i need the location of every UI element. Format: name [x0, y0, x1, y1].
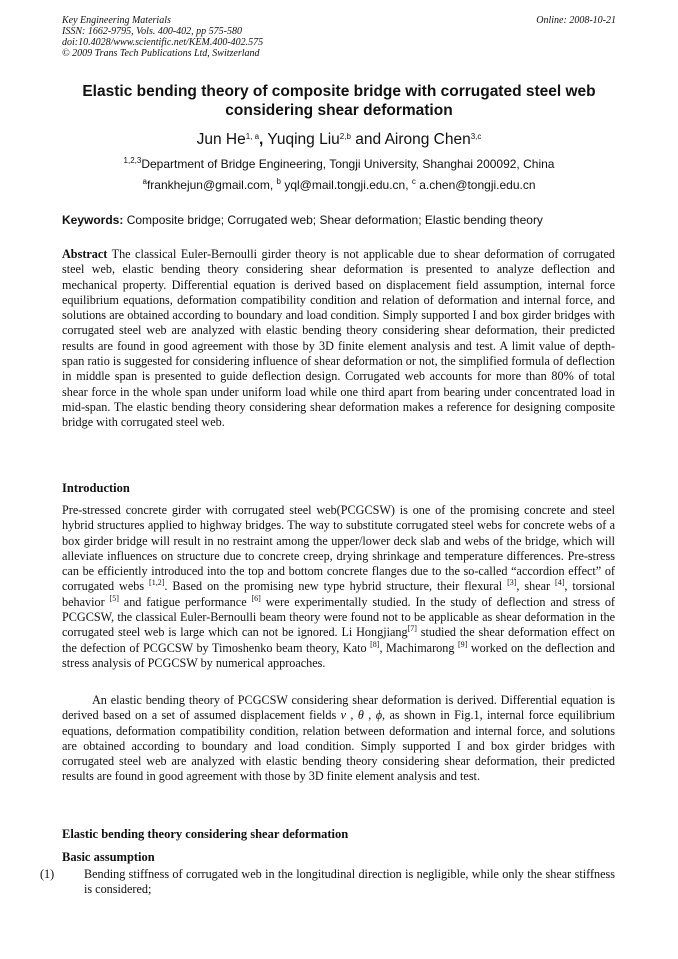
citation[interactable]: [9]: [457, 639, 468, 649]
journal-doi: doi:10.4028/www.scientific.net/KEM.400-402.575: [62, 37, 264, 48]
email-link[interactable]: a.chen@tongji.edu.cn: [419, 178, 536, 192]
keywords-label: Keywords:: [62, 213, 124, 227]
author-name: Yuqing Liu: [267, 131, 340, 148]
citation[interactable]: [3]: [507, 578, 517, 588]
abstract: [62, 247, 615, 431]
body-text: An elastic bending theory of PCGCSW considering shear deformation is derived. Differential equation is derived based on a set of assumed displacement fields: [62, 693, 615, 723]
section-heading: Elastic bending theory considering shear deformation: [62, 827, 349, 841]
abstract-text: The classical Euler-Bernoulli girder theory is not applicable due to shear deformation of corrugated steel web, elastic bending theory considering shear deformation is presented to analyze deflection and mechanical property. Differential equation is derived based on displacement field assumption, internal force equilibrium equations, deformation compatibility condition and relation of deformation and internal force, and solutions are obtained according to boundary and load condition. Simply supported I and box girder bridges with corrugated steel web are analyzed with elastic bending theory considering shear deformation, their predicted results are found in good agreement with those by 3D finite element analysis and test. A limit value of depth-span ratio is suggested for considering influence of shear deformation or not, the simplified formula of deflection in middle span is presented to guide deflection design. Corrugated web accounts for more than 80% of total shear force in the whole span under uniform load while one third apart from bearing under concentrated load in mid-span. The elastic bending theory considering shear deformation makes a reference for designing composite bridge with corrugated steel web.: [62, 247, 615, 430]
author-sup: 2,b: [339, 132, 351, 141]
author-sup: 3,c: [470, 132, 482, 141]
author-name: Airong Chen: [384, 131, 471, 148]
citation[interactable]: [8]: [370, 639, 380, 649]
journal-header: [62, 15, 616, 59]
journal-copyright: © 2009 Trans Tech Publications Ltd, Switzerland: [62, 48, 260, 59]
subsection-heading: Basic assumption: [62, 850, 155, 864]
body-text: worked on the deflection and stress analysis of PCGCSW by numerical approaches.: [62, 640, 615, 670]
citation[interactable]: [5]: [109, 593, 119, 603]
citation[interactable]: [1,2]: [149, 578, 165, 588]
introduction-paragraph-2: [62, 693, 615, 785]
author-sup: 1, a: [245, 132, 260, 141]
introduction-paragraph-1: [62, 503, 615, 671]
author-separator: and: [355, 131, 382, 148]
journal-issn: ISSN: 1662-9795, Vols. 400-402, pp 575-580: [62, 26, 242, 37]
assumption-item: [40, 867, 615, 898]
body-text: studied the shear deformation effect on the defection of PCGCSW by Timoshenko beam theory, Kato: [62, 625, 616, 655]
keywords-text: Composite bridge; Corrugated web; Shear deformation; Elastic bending theory: [126, 213, 543, 227]
introduction-heading: Introduction: [62, 481, 130, 495]
email-link[interactable]: yql@mail.tongji.edu.cn,: [284, 178, 409, 192]
body-text: and fatigue performance: [118, 594, 252, 609]
email-sup: a: [142, 177, 147, 186]
body-text: , as shown in Fig.1, internal force equilibrium equations, deformation compatibility condition, relation between deformation and internal force, and solutions are obtained according to boundary and load condition. Simply supported I and box girder bridges with corrugated steel web are analyzed with elastic bending theory considering shear deformation, their predicted results are found in good agreement with those by 3D finite element analysis and test.: [62, 708, 615, 784]
body-text: were experimentally studied. In the study of deflection and stress of PCGCSW, the classical Euler-Bernoulli beam theory were found not to be applicable as shear deformation in the corrugated steel web is large which can not be ignored. Li Hongjiang: [62, 594, 615, 640]
email-list: [60, 178, 618, 192]
email-sup: c: [411, 177, 416, 186]
journal-name: Key Engineering Materials: [62, 15, 171, 26]
author-separator: ,: [259, 131, 264, 148]
author-list: [60, 131, 618, 149]
citation[interactable]: [7]: [407, 624, 417, 634]
item-text: Bending stiffness of corrugated web in the longitudinal direction is negligible, while only the shear stiffness is considered;: [84, 867, 615, 897]
body-text: , shear: [516, 579, 556, 594]
body-text: Pre-stressed concrete girder with corrugated steel web(PCGCSW) is one of the promising concrete and steel hybrid structures applied to highway bridges. The way to substitute corrugated steel webs for concrete webs of a box girder bridge will result in no restraint among the upper/lower deck slab and webs of the bridge, which will alleviate influences on structure due to concrete creep, drying shrinkage and temperature differences. Pre-stress can be efficiently introduced into the top and bottom concrete flanges due to the so-called “accordion effect” of corrugated webs: [62, 503, 615, 594]
affiliation: [60, 157, 618, 171]
body-text: . Based on the promising new type hybrid structure, their flexural: [164, 579, 508, 594]
online-date: Online: 2008-10-21: [536, 15, 616, 26]
body-text: , Machimarong: [379, 640, 458, 655]
citation[interactable]: [4]: [555, 578, 565, 588]
citation[interactable]: [6]: [251, 593, 261, 603]
item-number: (1): [40, 867, 55, 881]
affiliation-sup: 1,2,3: [123, 156, 142, 165]
abstract-label: Abstract: [62, 247, 108, 261]
email-sup: b: [276, 177, 281, 186]
keywords: [62, 213, 618, 228]
author-name: Jun He: [196, 131, 246, 148]
body-text: , torsional behavior: [62, 579, 616, 609]
affiliation-text: Department of Bridge Engineering, Tongji University, Shanghai 200092, China: [141, 157, 555, 171]
paper-title: Elastic bending theory of composite bridge with corrugated steel web considering shear deformation: [82, 83, 596, 119]
variable-symbols: v , θ , ϕ: [340, 708, 383, 723]
email-link[interactable]: frankhejun@gmail.com,: [146, 178, 274, 192]
